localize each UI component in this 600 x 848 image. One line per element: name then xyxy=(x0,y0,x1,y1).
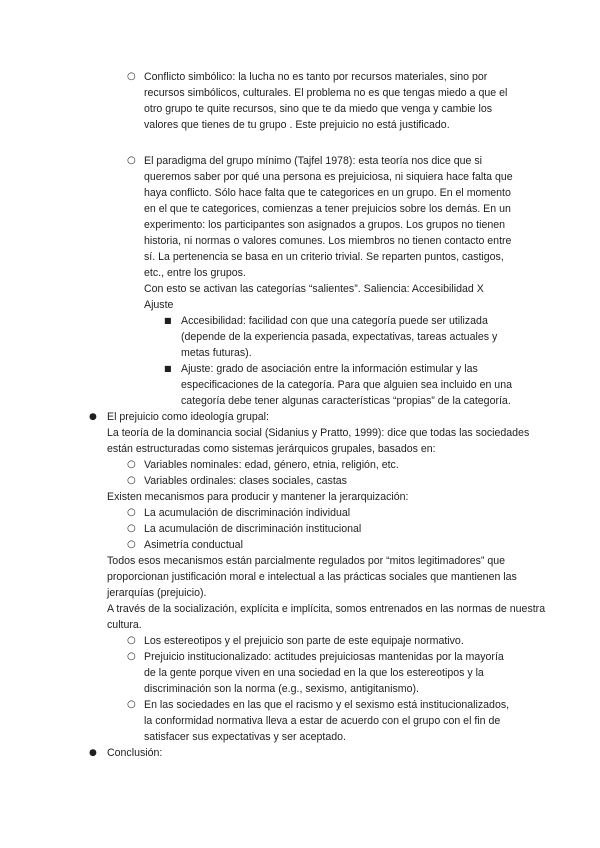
list-item xyxy=(127,457,514,473)
mitos-legitimadores-text: Todos esos mecanismos están parcialmente regulados por “mitos legitimadores” que proporcionan justificación moral e intelectual a las prácticas sociales que mantienen las jerarquías (prejuicio). xyxy=(107,555,517,599)
hollow-circle-bullet: ○ xyxy=(127,635,136,646)
variables-ordinales-text: Variables ordinales: clases sociales, castas xyxy=(144,475,347,487)
categorias-salientes-text: Con esto se activan las categorías “salientes”. Saliencia: Accesibilidad X Ajuste xyxy=(144,283,484,311)
conclusion-heading: Conclusión: xyxy=(107,747,163,759)
asimetria-text: Asimetría conductual xyxy=(144,539,243,551)
conflicto-simbolico-text: Conflicto simbólico: la lucha no es tanto por recursos materiales, sino por recursos simbólicos, culturales. El problema no es que tengas miedo a que el otro grupo te quite recursos, sino que te da miedo que venga y cambie los valores que tienes de tu grupo . Este prejuicio no está justificado. xyxy=(144,71,508,131)
discriminacion-institucional-text: La acumulación de discriminación institucional xyxy=(144,523,362,535)
list-item xyxy=(127,153,514,281)
list-item xyxy=(127,697,514,745)
hollow-circle-bullet: ○ xyxy=(127,523,136,534)
accesibilidad-text: Accesibilidad: facilidad con que una categoría puede ser utilizada (depende de la experiencia pasada, expectativas, tareas actuales y metas futuras). xyxy=(181,315,498,359)
prejuicio-institucionalizado-text: Prejuicio institucionalizado: actitudes prejuiciosas mantenidas por la mayoría de la gente porque viven en una sociedad en la que los estereotipos y la discriminación son la norma (e.g., sexismo, antigitanismo). xyxy=(144,651,504,695)
hollow-circle-bullet: ○ xyxy=(127,651,136,662)
hollow-circle-bullet: ○ xyxy=(127,699,136,710)
filled-circle-bullet: ● xyxy=(89,748,97,758)
hollow-circle-bullet: ○ xyxy=(127,71,136,82)
racismo-sexismo-text: En las sociedades en las que el racismo y el sexismo está institucionalizados, la conformidad normativa lleva a estar de acuerdo con el grupo con el fin de satisfacer sus expectativas y ser aceptado. xyxy=(144,699,510,743)
hollow-circle-bullet: ○ xyxy=(127,475,136,486)
list-item xyxy=(127,505,514,521)
filled-circle-bullet: ● xyxy=(89,412,97,422)
dominancia-social-text: La teoría de la dominancia social (Sidanius y Pratto, 1999): dice que todas las sociedades están estructuradas como sistemas jerárquicos grupales, basados en: xyxy=(107,427,530,455)
list-item xyxy=(89,409,547,425)
hollow-circle-bullet: ○ xyxy=(127,539,136,550)
list-item xyxy=(127,521,514,537)
estereotipos-text: Los estereotipos y el prejuicio son parte de este equipaje normativo. xyxy=(144,635,464,647)
hollow-circle-bullet: ○ xyxy=(127,459,136,470)
list-item xyxy=(127,649,514,697)
list-item xyxy=(127,633,514,649)
list-item xyxy=(127,473,514,489)
mecanismos-intro-text: Existen mecanismos para producir y mantener la jerarquización: xyxy=(107,491,409,503)
hollow-circle-bullet: ○ xyxy=(127,507,136,518)
list-item xyxy=(127,537,514,553)
square-bullet: ■ xyxy=(164,316,172,325)
list-item xyxy=(127,69,514,133)
paradigma-grupo-minimo-text: El paradigma del grupo mínimo (Tajfel 1978): esta teoría nos dice que si queremos saber por qué una persona es prejuiciosa, ni siquiera hace falta que haya conflicto. Sólo hace falta que te categorices en un grupo. En el momento en el que te categorices, comienzas a tener prejuicios sobre los demás. En un experimento: los participantes son asignados a grupos. Los grupos no tienen historia, ni normas o valores comunes. Los miembros no tienen contacto entre sí. La pertenencia se basa en un criterio trivial. Se reparten puntos, castigos, etc., entre los grupos. xyxy=(144,155,513,279)
prejuicio-ideologia-heading: El prejuicio como ideología grupal: xyxy=(107,411,269,423)
hollow-circle-bullet: ○ xyxy=(127,155,136,166)
list-item xyxy=(164,313,516,361)
list-item xyxy=(89,745,547,761)
discriminacion-individual-text: La acumulación de discriminación individual xyxy=(144,507,351,519)
ajuste-text: Ajuste: grado de asociación entre la información estimular y las especificaciones de la categoría. Para que alguien sea incluido en una categoría debe tener algunas características “propias” de la categoría. xyxy=(181,363,512,407)
variables-nominales-text: Variables nominales: edad, género, etnia, religión, etc. xyxy=(144,459,399,471)
list-item xyxy=(164,361,516,409)
square-bullet: ■ xyxy=(164,364,172,373)
socializacion-text: A través de la socialización, explícita e implícita, somos entrenados en las normas de nuestra cultura. xyxy=(107,603,546,631)
